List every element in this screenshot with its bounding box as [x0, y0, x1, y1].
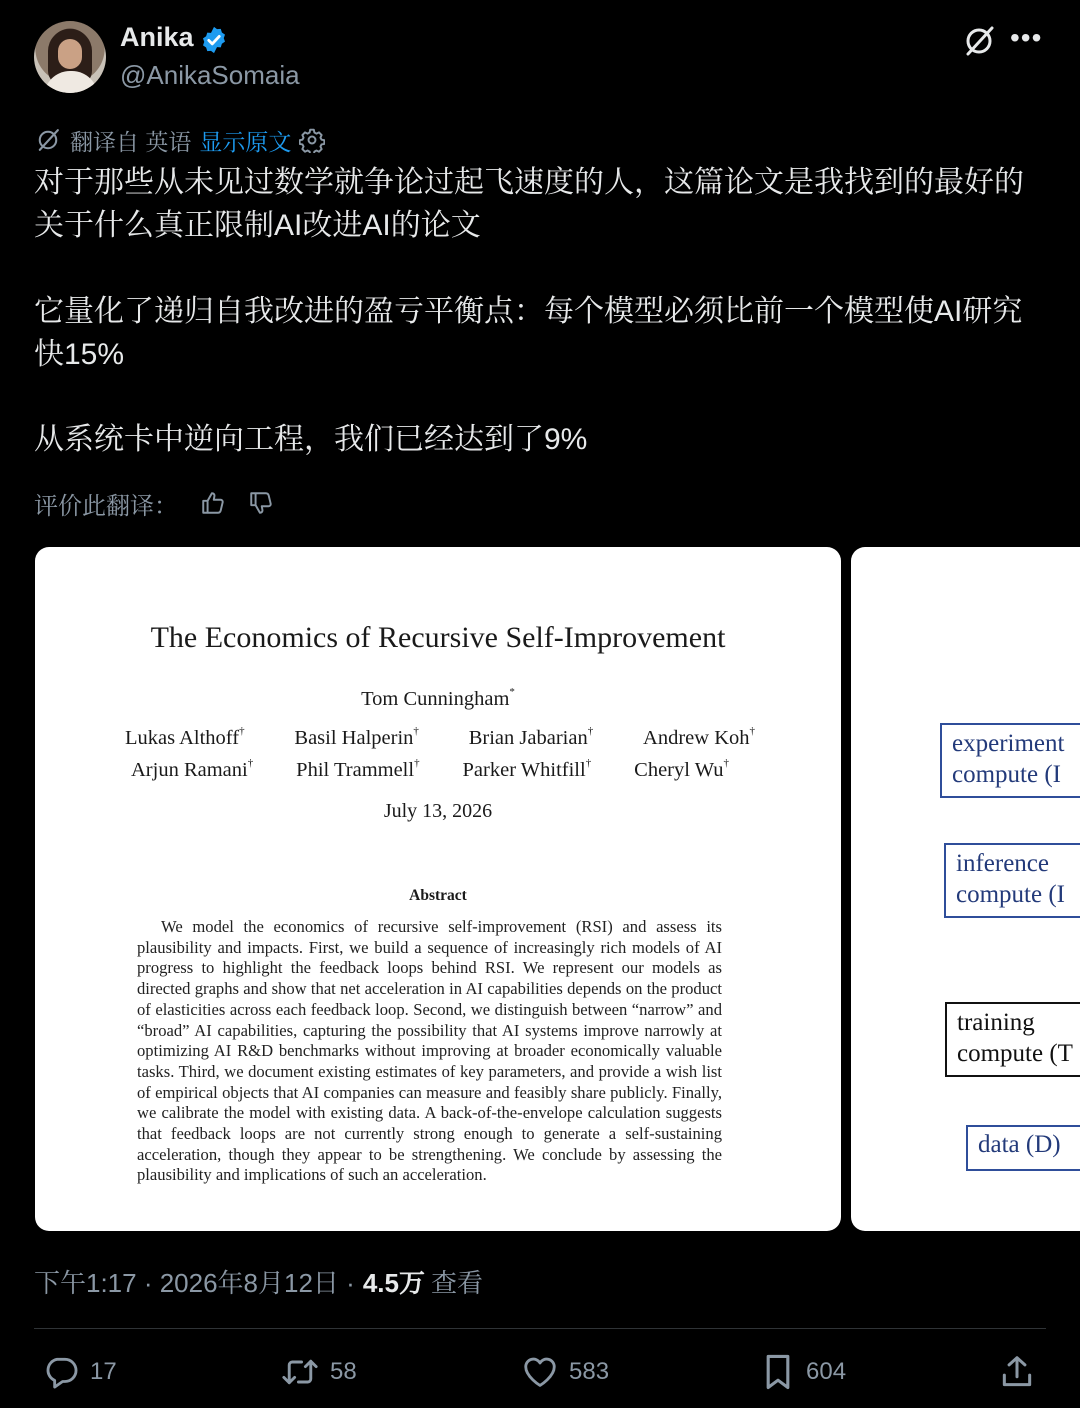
- post-text-paragraph: 它量化了递归自我改进的盈亏平衡点：每个模型必须比前一个模型使AI研究快15%: [34, 295, 1023, 371]
- paper-author: Parker Whitfill†: [462, 757, 592, 781]
- translated-from-label: 翻译自 英语: [70, 128, 192, 155]
- share-button[interactable]: [998, 1350, 1036, 1394]
- bookmark-icon: [760, 1352, 796, 1392]
- abstract-text: We model the economics of recursive self-improvement (RSI) and assess its plausibility and impacts. First, we build a sequence of increasingly rich models of AI progress to highlight the feedback loops behind RSI. We represent our models as directed graphs and show that net acceleration in AI capabilities depends on the product of elasticities across each feedback loop. Second, we distinguish between “narrow” and “broad” AI capabilities, capturing the possibility that AI systems improve narrowly at optimizing AI R&D benchmarks without improving at broader economically valuable tasks. Third, we document existing estimates of key parameters, and provide a wish list of empirical objects that AI companies can measure and feasibly share publicly. Finally, we calibrate the model with existing data. A back-of-the-envelope calculation suggests that feedback loops are not currently strong enough to generate a self-sustaining acceleration, though they appear to be strengthening. We conclude by assessing the plausibility and implications of such an acceleration.: [137, 917, 722, 1185]
- paper-author: Arjun Ramani†: [131, 757, 254, 781]
- paper-title: The Economics of Recursive Self-Improvement: [150, 621, 726, 654]
- repost-count: 58: [330, 1358, 357, 1385]
- gear-icon[interactable]: [299, 127, 325, 153]
- reply-count: 17: [90, 1358, 117, 1385]
- paper-author: Phil Trammell†: [296, 757, 420, 781]
- paper-author: Basil Halperin†: [294, 725, 419, 749]
- bookmark-count: 604: [806, 1358, 847, 1385]
- paper-authors-row: [125, 727, 755, 750]
- rate-translation-row: [34, 485, 274, 521]
- view-count: 4.5万: [362, 1268, 425, 1298]
- thumbs-up-icon[interactable]: [200, 490, 226, 516]
- diagram-node: experiment compute (I: [940, 723, 1080, 798]
- thumbs-down-icon[interactable]: [248, 490, 274, 516]
- like-button[interactable]: [521, 1350, 609, 1394]
- repost-icon: [280, 1353, 320, 1391]
- divider: [34, 1328, 1046, 1329]
- avatar[interactable]: [34, 21, 106, 93]
- grok-icon: [34, 126, 62, 154]
- grok-icon[interactable]: [962, 24, 996, 58]
- post-text-paragraph: 对于那些从未见过数学就争论过起飞速度的人，这篇论文是我找到的最好的关于什么真正限制AI改进AI的论文: [34, 166, 1024, 242]
- show-original-link[interactable]: 显示原文: [199, 128, 292, 155]
- author-name[interactable]: Anika: [120, 22, 194, 52]
- abstract-heading: Abstract: [409, 887, 467, 904]
- paper-authors-row: [131, 759, 729, 782]
- paper-lead-author: Tom Cunningham*: [361, 686, 515, 710]
- reply-icon: [42, 1353, 80, 1391]
- paper-date: July 13, 2026: [383, 800, 493, 822]
- verified-badge-icon: [199, 25, 229, 55]
- diagram-node: data (D): [966, 1125, 1080, 1171]
- author-handle[interactable]: @AnikaSomaia: [120, 60, 300, 90]
- diagram-node: training compute (T: [945, 1002, 1080, 1077]
- paper-author: Andrew Koh†: [643, 725, 755, 749]
- bookmark-button[interactable]: [760, 1350, 846, 1394]
- media-image-paper[interactable]: [35, 547, 841, 1231]
- diagram-node: inference compute (I: [944, 843, 1080, 918]
- view-label: 查看: [430, 1268, 483, 1298]
- reply-button[interactable]: [42, 1350, 117, 1394]
- post-text-paragraph: 从系统卡中逆向工程，我们已经达到了9%: [34, 423, 588, 456]
- like-count: 583: [569, 1358, 610, 1385]
- paper-author: Cheryl Wu†: [634, 757, 729, 781]
- paper-author: Lukas Althoff†: [125, 725, 245, 749]
- rate-translation-label: 评价此翻译：: [34, 492, 178, 520]
- heart-icon: [521, 1353, 559, 1391]
- repost-button[interactable]: [280, 1350, 357, 1394]
- post-timestamp[interactable]: 下午1:17 · 2026年8月12日 ·: [34, 1268, 355, 1298]
- translation-row: [34, 124, 325, 156]
- media-image-diagram[interactable]: [851, 547, 1080, 1231]
- share-icon: [998, 1353, 1036, 1391]
- post-meta: [34, 1263, 483, 1300]
- paper-author: Brian Jabarian†: [468, 725, 594, 749]
- more-options-icon[interactable]: •••: [1010, 22, 1043, 53]
